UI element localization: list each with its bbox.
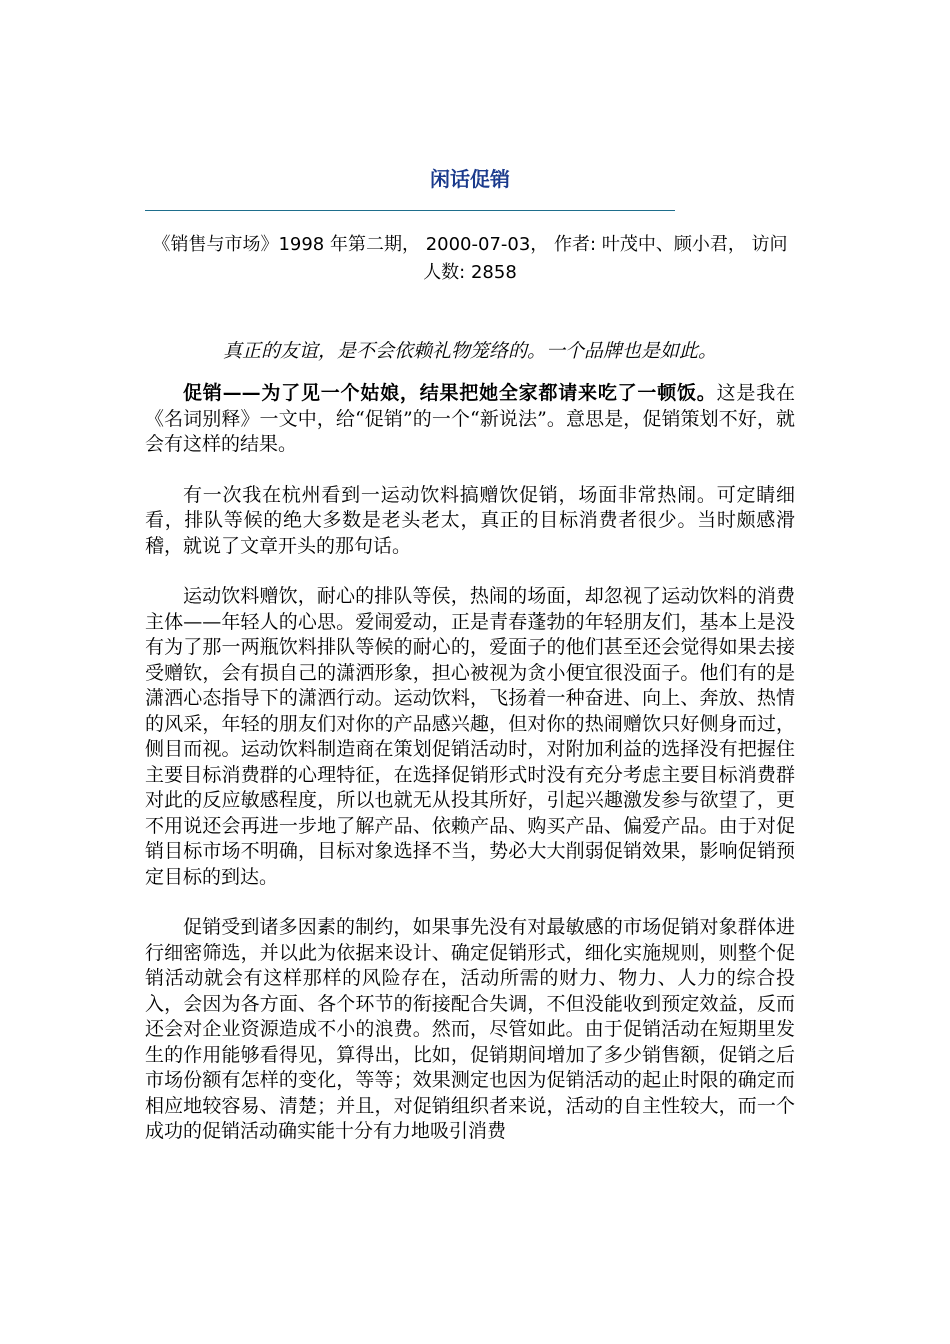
- paragraph-text: 促销受到诸多因素的制约，如果事先没有对最敏感的市场促销对象群体进行细密筛选，并以此为依据来设计、确定促销形式，细化实施规则，则整个促销活动就会有这样那样的风险存在，活动所需的财力、物力、人力的综合投入，会因为各方面、各个环节的衔接配合失调，不但没能收到预定效益，反而还会对企业资源造成不小的浪费。然而，尽管如此。由于促销活动在短期里发生的作用能够看得见，算得出，比如，促销期间增加了多少销售额，促销之后市场份额有怎样的变化，等等；效果测定也因为促销活动的起止时限的确定而相应地较容易、清楚；并且，对促销组织者来说，活动的自主性较大，而一个成功的促销活动确实能十分有力地吸引消费: [145, 916, 795, 1142]
- paragraph-text: 这是我在《名词别释》一文中，给“促销”的一个“新说法”。意思是，促销策划不好，就会有这样的结果。: [145, 382, 795, 455]
- paragraph: [145, 381, 795, 458]
- paragraph-lead: 促销——为了见一个姑娘，结果把她全家都请来吃了一顿饭。: [183, 382, 717, 404]
- article-title: 闲话促销: [430, 167, 510, 191]
- title-divider: [145, 210, 675, 211]
- article-body: [145, 381, 795, 1170]
- paragraph-text: 有一次我在杭州看到一运动饮料搞赠饮促销，场面非常热闹。可定睛细看，排队等候的绝大多数是老头老太，真正的目标消费者很少。当时颇感滑稽，就说了文章开头的那句话。: [145, 483, 795, 557]
- article-epigraph: 真正的友谊，是不会依赖礼物笼络的。一个品牌也是如此。: [222, 340, 717, 362]
- paragraph: [145, 584, 795, 890]
- paragraph-text: 运动饮料赠饮，耐心的排队等侯，热闹的场面，却忽视了运动饮料的消费主体——年轻人的心思。爱闹爱动，正是青春蓬勃的年轻朋友们，基本上是没有为了那一两瓶饮料排队等候的耐心的，爱面子的他们甚至还会觉得如果去接受赠钦，会有损自己的潇洒形象，担心被视为贪小便宜很没面子。他们有的是潇洒心态指导下的潇洒行动。运动饮料，飞扬着一种奋进、向上、奔放、热情的风采，年轻的朋友们对你的产品感兴趣，但对你的热闹赠饮只好侧身而过，侧目而视。运动饮料制造商在策划促销活动时，对附加利益的选择没有把握住主要目标消费群的心理特征，在选择促销形式时没有充分考虑主要目标消费群对此的反应敏感程度，所以也就无从投其所好，引起兴趣激发参与欲望了，更不用说还会再进一步地了解产品、依赖产品、购买产品、偏爱产品。由于对促销目标市场不明确，目标对象选择不当，势必大大削弱促销效果，影响促销预定目标的到达。: [145, 585, 795, 888]
- paragraph: [145, 915, 795, 1145]
- article-meta: 《销售与市场》1998 年第二期， 2000-07-03， 作者: 叶茂中、顾小君， 访问人数: 2858: [152, 234, 788, 283]
- paragraph: [145, 483, 795, 560]
